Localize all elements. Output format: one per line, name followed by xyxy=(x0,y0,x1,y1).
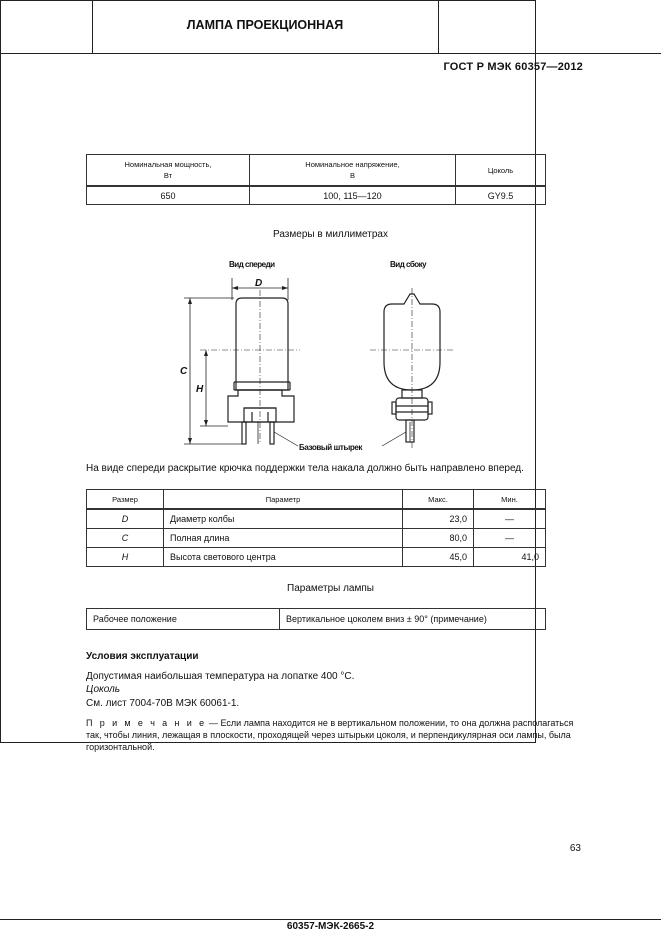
header-power: Номинальная мощность, Вт xyxy=(87,155,250,187)
label-c: C xyxy=(180,366,188,377)
base-pin-caption: Базовый штырек xyxy=(299,443,363,452)
sheet-title: ЛАМПА ПРОЕКЦИОННАЯ xyxy=(186,18,344,32)
page-number: 63 xyxy=(569,843,581,854)
sheet-code: 60357-МЭК-2665-2 xyxy=(286,921,375,932)
table-row: C Полная длина 80,0 — xyxy=(87,529,546,548)
note-text: — Если лампа находится не в вертикальном положении, то она должна располагаться так, чтобы линия, лежащая в плоскости, проходящей через штырьки цоколя, и перпендикулярная оси лампы, была горизонтальной. xyxy=(86,718,574,752)
header-parameter: Параметр xyxy=(164,490,403,510)
table-row: D Диаметр колбы 23,0 — xyxy=(87,509,546,529)
param-label: Рабочее положение xyxy=(87,609,280,630)
note-label: П р и м е ч а н и е xyxy=(86,718,207,728)
side-view-caption: Вид сбоку xyxy=(390,260,427,269)
rating-table xyxy=(86,154,546,205)
front-view-caption: Вид спереди xyxy=(229,260,275,269)
label-h: H xyxy=(196,384,204,395)
note xyxy=(86,717,578,753)
dimension-table xyxy=(86,489,546,567)
header-max: Макс. xyxy=(403,490,474,510)
params-table xyxy=(86,608,546,630)
value-socket: GY9.5 xyxy=(456,186,546,205)
params-caption: Параметры лампы xyxy=(287,583,374,594)
footer-row xyxy=(0,919,661,935)
header-voltage: Номинальное напряжение, В xyxy=(250,155,456,187)
value-power: 650 xyxy=(87,186,250,205)
socket-text: См. лист 7004-70В МЭК 60061-1. xyxy=(86,698,240,709)
conditions-title: Условия эксплуатации xyxy=(86,651,199,662)
header-min: Мин. xyxy=(474,490,546,510)
param-value: Вертикальное цоколем вниз ± 90° (примечание) xyxy=(280,609,546,630)
title-row xyxy=(0,0,661,54)
header-size: Размер xyxy=(87,490,164,510)
header-socket: Цоколь xyxy=(456,155,546,187)
label-d: D xyxy=(255,278,263,289)
standard-number: ГОСТ Р МЭК 60357—2012 xyxy=(443,61,583,73)
lamp-drawing xyxy=(170,272,470,452)
value-voltage: 100, 115—120 xyxy=(250,186,456,205)
socket-label: Цоколь xyxy=(86,684,121,695)
table-row: H Высота светового центра 45,0 41,0 xyxy=(87,548,546,567)
front-view-note: На виде спереди раскрытие крючка поддержки тела накала должно быть направлено вперед. xyxy=(86,463,524,474)
conditions-text: Допустимая наибольшая температура на лопатке 400 °С. xyxy=(86,671,355,682)
side-view-drawing xyxy=(370,288,454,448)
dimensions-caption: Размеры в миллиметрах xyxy=(273,229,388,240)
front-view-drawing xyxy=(184,278,300,444)
